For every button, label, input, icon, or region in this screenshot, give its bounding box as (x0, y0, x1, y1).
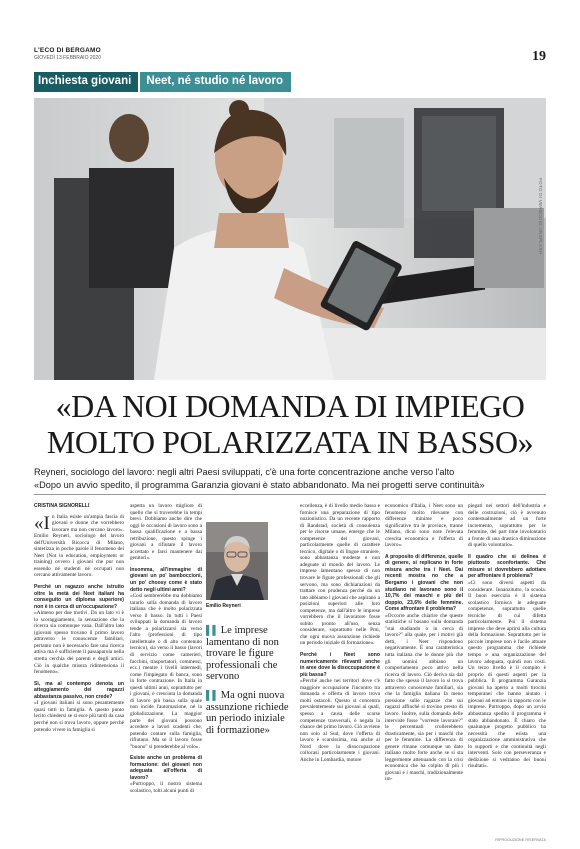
divider (34, 494, 546, 495)
body-paragraph: «Ci sono diversi aspetti da considerare. Innanzitutto, la scuola. Il buon esercizio è il sistema scolastico fornisca le adeguate competenze, soprattutto quelle tecniche di cui difetta particolarmente. Poi il sistema imprese che deve aprirsi alla cultura della formazione. Soprattutto per le piccole imprese non è facile attuare questo programma che richiede tempo e una organizzazione del lavoro adeguata, quindi non costi. Un terzo livello è il compito è proprio di questi aspetti per la pubblica. Il programma Garanzia giovani ha aperto a molti tirocini temporanei che hanno aiutato i giovani ad entrare in rapporto con le imprese. Purtroppo, dopo un avvio abbastanza spedito il programma è stato abbandonato. È chiaro che qualunque progetto pubblico ha necessità che esista una organizzazione amministrativa che lo supporti e che continuità negli interventi. Solo con perseveranza e dedizione si vedranno dei buoni risultati». (468, 580, 546, 770)
body-paragraph: «I giovani italiani si sono pesantemente quasi tutti in famiglia. A questo punto lecito chiedersi se si esce più tardi da casa perché non si trova lavoro, oppure perché potendo vivere in famiglia si (34, 700, 124, 733)
body-paragraph: piegati nei settori dell'industria e delle costruzioni, ciò è avvenuto contestualmente ad un forte incremento, soprattutto per le femmine, del part time involontario a fronte di una drastica diminuzione di quello volontario». (468, 503, 546, 549)
text-column-4 (385, 503, 463, 839)
photo-credit: FOTO DI VERBODIG UNSPLASH (538, 178, 543, 255)
interview-question: A proposito di differenze, quelle di genere, si replicano in forte misura anche tra i Neet. Dai recenti mostra no che a Bergamo i giovani che non studiano né lavorano sono il 10,7% dei maschi e più del doppio, 23,6% delle femmine. Come affrontare il problema? (385, 553, 463, 613)
body-paragraph: aspetta un lavoro migliore di quello che si troverebbe in tempi brevi. Dobbiamo anche dire che oggi le occasioni di lavoro sono a bassa qualificazione e a bassa retribuzione, questo spinge i giovani a rifiutare il lavoro accettato e farsi mantenere dai genitori». (130, 503, 202, 562)
portrait-caption: Emilio Reyneri (206, 603, 241, 609)
masthead (34, 47, 546, 67)
text-column-5 (468, 503, 546, 839)
subheadline (34, 466, 546, 491)
pull-quote-text-1: Le imprese lamentano di non trovare le figure professionali che servono (206, 625, 279, 682)
office-worker-photo (34, 98, 546, 380)
body-paragraph: economico d'Italia, i Neet sono un fenomeno molto rilevante con differenze minime e poco significative tra le province, tranne Milano, dicui sono note l'elevata crescita economica e l'offerta di lavoro». (385, 503, 463, 549)
publication-name: L'ECO DI BERGAMO (34, 47, 101, 54)
body-paragraph: eccellenza, è di livello medio basso e fornisce una preparazione di tipo nozionistico. Da un recente rapporto di Randstad, società di consulenza per le risorse umane, emerge che le competenze dei giovani, particolarmente quelle di carattere tecnico, digitale o di lingue straniere, sono abbastanza modeste e non adeguate al mondo del lavoro. Le imprese lamentano spesso di non trovare le figure professionali che gli servono, ma sono dichiarazioni da trattare con prudenza perché da un lato abbiamo i giovani che aspirano a posizioni superiori alle loro competenze, ma dall'altro le imprese vorrebbero che il lavoratore fosse subito pronto all'uso, senza considerare, soprattutto nelle Pmi, che ogni nuova assunzione richiede un periodo iniziale di formazione». (300, 503, 380, 647)
interview-question: Sì, ma al contempo denota un atteggiamento dei ragazzi abbastanza passivo, non crede? (34, 680, 124, 700)
issue-date: GIOVEDÌ 13 FEBBRAIO 2020 (34, 55, 101, 61)
byline: CRISTINA SIGNORELLI (34, 503, 90, 509)
pull-quote-text-2: Ma ogni nuova assunzione richiede un periodo iniziale di formazione» (206, 690, 289, 736)
copyright-note: RIPRODUZIONE RISERVATA (495, 838, 546, 842)
quote-mark-icon: ▌▌ (206, 625, 219, 635)
headline-line-2: MOLTO POLARIZZATA IN BASSO» (46, 424, 534, 460)
portrait-image (206, 522, 268, 600)
pull-quote-1 (206, 625, 294, 683)
body-paragraph: «Almeno per due motivi. Da un lato vi è lo scoraggiamento, la sensazione che la ricerca sia comunque vana. Dall'altro lato (giovani spesso trovano il primo lavoro attraverso le conoscenze familiari, pertanto non è necessario fare una ricerca attiva ma è sufficiente il passaparola nella stretta cerchia dei parenti e degli amici. Ciò in qualche misura ridimensiona il fenomeno». (34, 610, 124, 676)
text-column-2 (130, 503, 202, 839)
interview-question: Perché un ragazzo anche istruito oltre la metà dei Neet italiani ha conseguito un diploma superiore) non è in cerca di un'occupazione? (34, 584, 124, 610)
body-paragraph: «Purtroppo, il nostro sistema scolastico, tolti alcuni punti di (130, 781, 202, 794)
page-number: 19 (532, 49, 546, 64)
subhead-line-2: «Dopo un avvio spedito, il programma Garanzia giovani è stato abbandonato. Ma nei progetti serve continuità» (34, 479, 485, 490)
body-paragraph: «Perché anche nei territori dove c'è maggiore occupazione l'incontro tra domanda e offerta di lavoro trova molti ostacoli. Questo si concentra prevalentemente sui giovani ai quali, spesso a causa delle scarse competenze trasversali, è negata la chance del primo lavoro. Ciò avviene non solo al Sud, dove l'offerta di lavoro è scarsissima, ma anche al Nord dove la disoccupazione collocasi particolarmente i giovani. Anche in Lombardia, motore (300, 678, 380, 763)
pull-quote-2 (206, 690, 294, 736)
headline (34, 388, 546, 460)
subhead-line-1: Reyneri, sociologo del lavoro: negli altri Paesi sviluppati, c'è una forte concentrazione anche verso l'alto (34, 467, 455, 477)
text-column-1 (34, 503, 124, 839)
section-rubric (34, 72, 291, 92)
body-paragraph: «Occorre anche chiarire che queste statistiche si basano sulla domanda "stai studiando o in cerca di lavoro?" alla quale, per i motivi già detti, i Neet rispondono negativamente. È una caratteristica tutta italiana che le donne più che gli uomini abbiano un comportamento poco attivo nella ricerca di lavoro. Ciò deriva sia dal fatto che spesso il lavoro lo si trova attraverso conoscenze familiari, sia che la famiglia italiana fa meno pressione sulle ragazze che sui ragazzi affinché si trovino presto di lavoro. Inoltre, sulla domanda delle interviste fosse "vorreste lavorare?" le percentuali crollerebbero drasticamente, sia per i maschi che per le femmine. La differenza di genere rimane comunque un dato italiano molto forte anche se si sta leggermente attenuando con la crisi economica che ha colpito di più i giovani e i maschi, tradizionalmente im- (385, 612, 463, 783)
interview-question: Il quadro che si delinea è piuttosto sconfortante. Che misure si dovrebbero adottare per affrontare il problema? (468, 553, 546, 580)
topic-label: Neet, né studio né lavoro (140, 72, 291, 92)
section-label: Inchiesta giovani (34, 72, 138, 92)
author-portrait (206, 522, 268, 600)
interview-question: Insomma, all'immagine di giovani un po' bamboccioni, un po' choosy come è stato detto negli ultimi anni? (130, 566, 202, 593)
interview-question: Perché i Neet sono numericamente rilevanti anche in aree dove la disoccupazione è più bassa? (300, 652, 380, 678)
quote-mark-icon: ▌▌ (206, 690, 219, 700)
headline-line-1: «DA NOI DOMANDA DI IMPIEGO (55, 388, 525, 424)
body-paragraph: «In Italia esiste un'ampia fascia di giovani e donne che vorrebbero lavorare ma non cercano lavoro». Emilio Reyneri, sociologo del lavoro dell'Università Bicocca di Milano, sintetizza in poche parole il fenomeno dei Neet (Not in education, employment or training) ovvero i giovani che pur non essendo né studenti né occupati non cercano attivamente lavoro. (34, 512, 124, 579)
text-column-3 (300, 503, 380, 839)
drop-cap: «I (34, 512, 50, 534)
interview-question: Esiste anche un problema di formazione: dei giovani non adeguata all'offerta di lavoro? (130, 755, 202, 781)
lead-photo (34, 98, 546, 380)
body-paragraph: «Così sembrerebbe ma dobbiamo tararlo sulla domanda di lavoro italiana che è molto polarizzata verso il basso. In tutti i Paesi sviluppati la domanda di lavoro tende a polarizzarsi sia verso l'alto (professioni di tipo intellettuale o di alto contenuto tecnico), sia verso il basso (lavori di servizio come camerieri, facchini, trasportatori, commessi, ecc.) mentre i livelli intermedi, come l'impiegato di banca, sono in forte contrazione. In Italia in questi ultimi anni, soprattutto per i giovani, è cresciuta la domanda di lavoro più bassa sulla quale non incide l'automazione, né la globalizzazione. La maggior parte dei giovani possono accedere a lavori scadenti che, potendo contare sulla famiglia, rifiutano. Ma se il lavoro fosse "buono" si prenderebbe al volo». (130, 593, 202, 750)
